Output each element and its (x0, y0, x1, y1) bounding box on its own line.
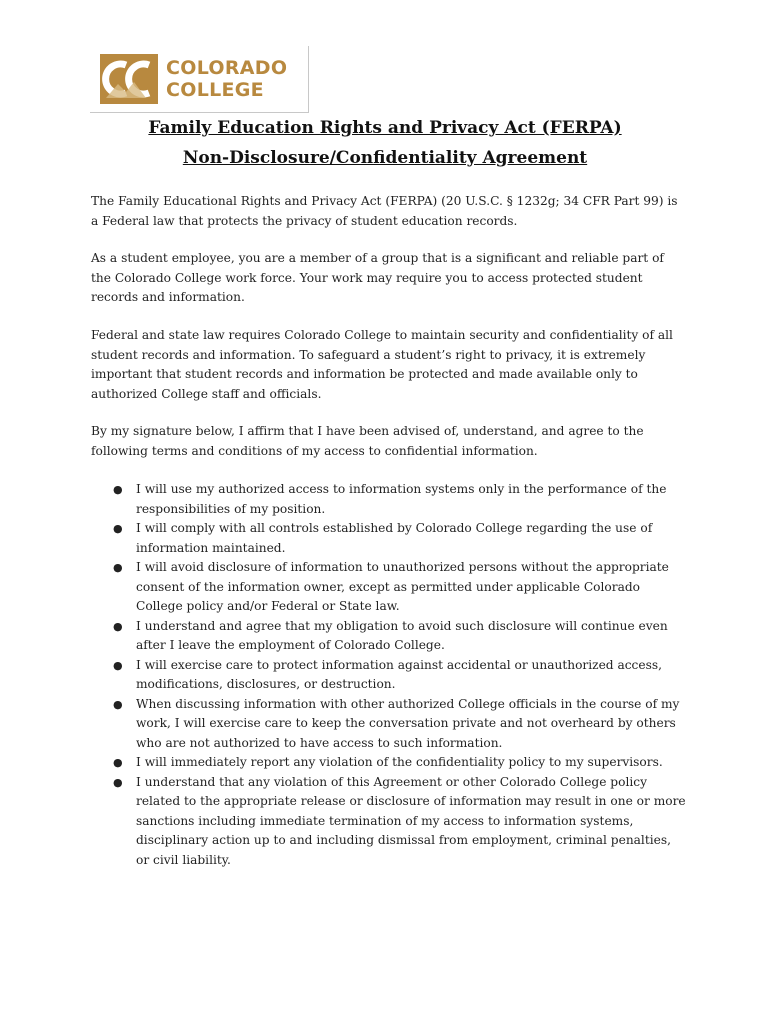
list-item-text: I will comply with all controls established by Colorado College regarding the use of information maintained. (136, 521, 653, 555)
bullet-icon: ● (113, 658, 123, 672)
list-item (91, 695, 686, 754)
document-subtitle: Non-Disclosure/Confidentiality Agreement (182, 148, 588, 168)
list-item (91, 617, 686, 656)
list-item (91, 656, 686, 695)
list-item-text: When discussing information with other authorized College officials in the course of my work, I will exercise care to keep the conversation private and not overheard by others who are not authorized to have access to such information. (136, 696, 680, 750)
list-item-text: I will immediately report any violation of the confidentiality policy to my supervisors. (136, 755, 663, 769)
bullet-icon: ● (113, 561, 123, 574)
terms-list (91, 480, 686, 870)
college-logo (90, 46, 309, 113)
bullet-icon: ● (113, 522, 123, 535)
list-item-text: I will avoid disclosure of information to unauthorized persons without the appropriate consent of the information owner, except as permitted under applicable Colorado College policy and/or Federal or State law. (136, 560, 669, 613)
list-item-text: I understand that any violation of this Agreement or other Colorado College policy related to the appropriate release or disclosure of information may result in one or more sanctions including immediate termination of my access to information systems, disciplinary action up to and including dismissal from employment, criminal penalties, or civil liability. (136, 774, 686, 867)
logo-wordmark (166, 57, 287, 101)
logo-line-2: COLLEGE (166, 79, 264, 101)
list-item (91, 519, 686, 558)
paragraph-law: Federal and state law requires Colorado College to maintain security and confidentiality of all student records and information. To safeguard a student’s right to privacy, it is extremely important that student records and information be protected and made available only to authorized College staff and officials. (91, 328, 673, 401)
bullet-icon: ● (113, 697, 123, 711)
bullet-icon: ● (113, 619, 123, 633)
bullet-icon: ● (113, 756, 123, 769)
list-item-text: I understand and agree that my obligation to avoid such disclosure will continue even after I leave the employment of Colorado College. (136, 618, 668, 652)
paragraph-intro: The Family Educational Rights and Privacy Act (FERPA) (20 U.S.C. § 1232g; 34 CFR Part 99) is a Federal law that protects the privacy of student education records. (91, 194, 678, 228)
list-item-text: I will use my authorized access to information systems only in the performance of the responsibilities of my position. (136, 482, 667, 516)
paragraph-affirmation: By my signature below, I affirm that I have been advised of, understand, and agree to the following terms and conditions of my access to confidential information. (91, 424, 644, 458)
bullet-icon: ● (113, 775, 123, 789)
list-item (91, 558, 686, 617)
list-item (91, 773, 686, 871)
paragraph-student-employee: As a student employee, you are a member of a group that is a significant and reliable part of the Colorado College work force. Your work may require you to access protected student records and information. (91, 251, 664, 304)
list-item (91, 753, 686, 773)
logo-line-1: COLORADO (166, 57, 288, 79)
list-item (91, 480, 686, 519)
document-title: Family Education Rights and Privacy Act (FERPA) (148, 118, 622, 138)
colorado-college-cc-logo-icon (100, 54, 158, 104)
bullet-icon: ● (113, 483, 123, 496)
list-item-text: I will exercise care to protect information against accidental or unauthorized access, modifications, disclosures, or destruction. (136, 657, 662, 691)
